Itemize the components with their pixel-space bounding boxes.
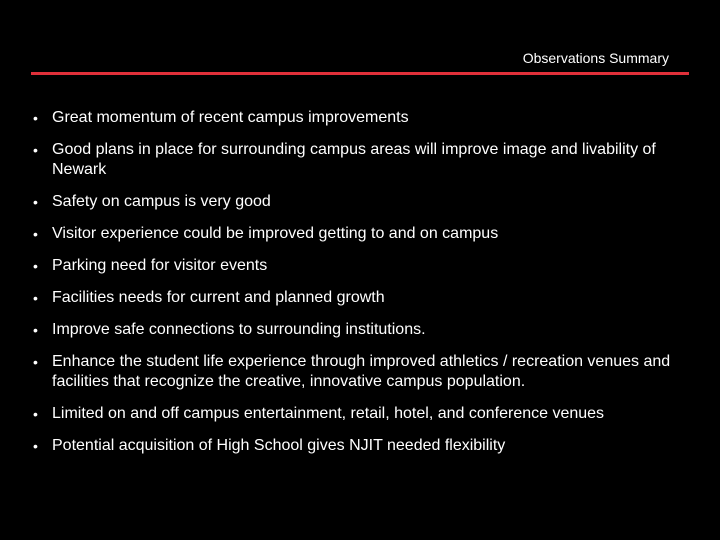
bullet-text: Enhance the student life experience through improved athletics / recreation venues and facilities that recognize the creative, innovative campus population. bbox=[52, 353, 671, 390]
bullet-icon: • bbox=[33, 258, 38, 274]
bullet-icon: • bbox=[33, 438, 38, 454]
bullet-text: Facilities needs for current and planned growth bbox=[52, 289, 385, 306]
bullet-text: Safety on campus is very good bbox=[52, 193, 271, 210]
slide-title: Observations Summary bbox=[522, 50, 669, 66]
bullet-item bbox=[33, 436, 693, 456]
bullet-list bbox=[33, 108, 693, 456]
bullet-icon: • bbox=[33, 406, 38, 422]
title-divider bbox=[31, 72, 689, 75]
bullet-icon: • bbox=[33, 354, 38, 370]
bullet-item bbox=[33, 288, 693, 308]
bullet-item bbox=[33, 140, 693, 180]
bullet-item bbox=[33, 108, 693, 128]
bullet-icon: • bbox=[33, 110, 38, 126]
bullet-icon: • bbox=[33, 290, 38, 306]
bullet-text: Potential acquisition of High School gives NJIT needed flexibility bbox=[52, 437, 506, 454]
bullet-item bbox=[33, 256, 693, 276]
bullet-text: Good plans in place for surrounding campus areas will improve image and livability of Newark bbox=[52, 141, 656, 178]
bullet-text: Limited on and off campus entertainment, retail, hotel, and conference venues bbox=[52, 405, 605, 422]
bullet-text: Great momentum of recent campus improvements bbox=[52, 109, 409, 126]
bullet-icon: • bbox=[33, 226, 38, 242]
bullet-item bbox=[33, 192, 693, 212]
bullet-item bbox=[33, 352, 693, 392]
bullet-item bbox=[33, 224, 693, 244]
bullet-icon: • bbox=[33, 322, 38, 338]
bullet-icon: • bbox=[33, 142, 38, 158]
bullet-item bbox=[33, 320, 693, 340]
bullet-text: Visitor experience could be improved getting to and on campus bbox=[52, 225, 499, 242]
bullet-item bbox=[33, 404, 693, 424]
bullet-icon: • bbox=[33, 194, 38, 210]
bullet-text: Improve safe connections to surrounding institutions. bbox=[52, 321, 426, 338]
bullet-text: Parking need for visitor events bbox=[52, 257, 268, 274]
